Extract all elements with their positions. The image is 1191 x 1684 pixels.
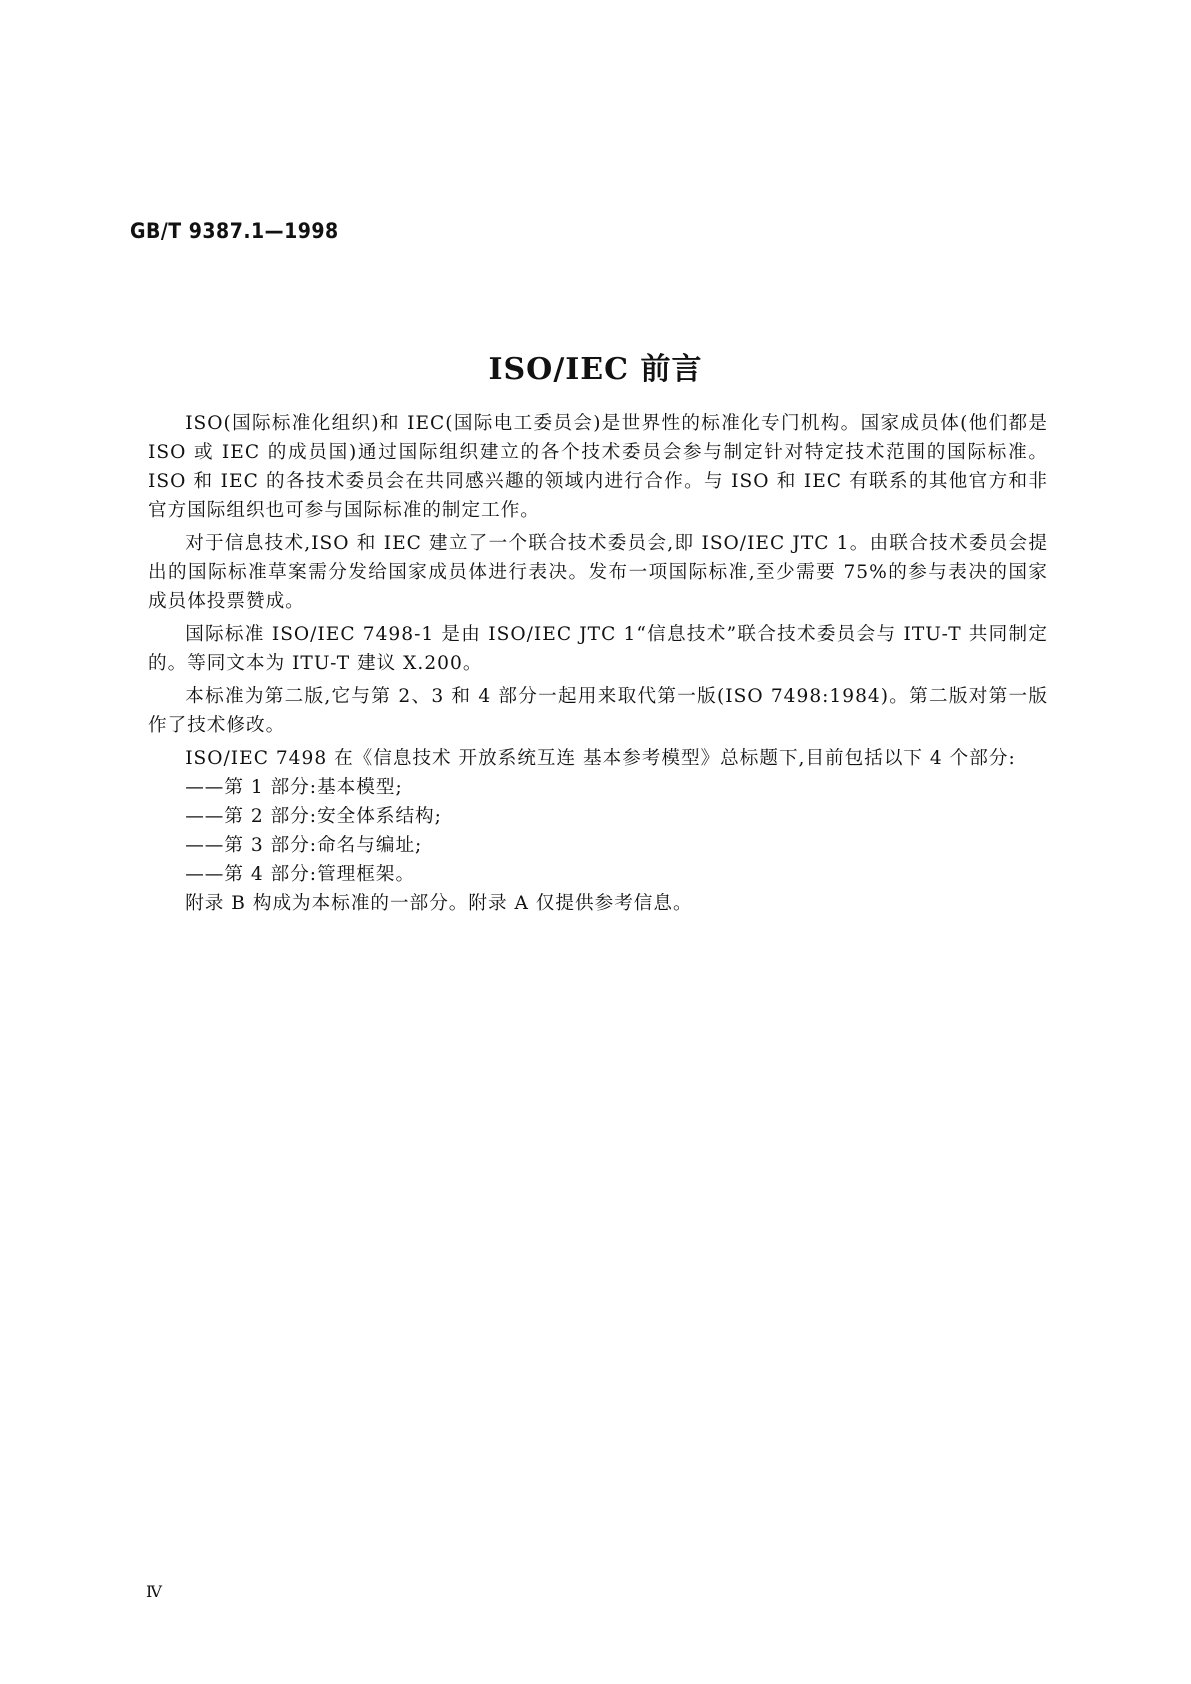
document-number: GB/T 9387.1—1998	[130, 219, 339, 243]
list-item-part-4: ——第 4 部分:管理框架。	[185, 864, 416, 885]
page-number: Ⅳ	[146, 1582, 162, 1601]
list-item-part-1: ——第 1 部分:基本模型;	[185, 777, 403, 798]
list-item-part-2: ——第 2 部分:安全体系结构;	[185, 806, 442, 827]
paragraph-standard-origin: 国际标准 ISO/IEC 7498-1 是由 ISO/IEC JTC 1“信息技术”联合技术委员会与 ITU-T 共同制定的。等同文本为 ITU-T 建议 X.200。	[148, 624, 1048, 674]
paragraph-jtc1: 对于信息技术,ISO 和 IEC 建立了一个联合技术委员会,即 ISO/IEC JTC 1。由联合技术委员会提出的国际标准草案需分发给国家成员体进行表决。发布一项国际标准,至少需要 75%的参与表决的国家成员体投票赞成。	[148, 533, 1048, 612]
paragraph-annex-note: 附录 B 构成为本标准的一部分。附录 A 仅提供参考信息。	[185, 893, 693, 914]
list-item-part-3: ——第 3 部分:命名与编址;	[185, 835, 423, 856]
paragraph-parts-intro: ISO/IEC 7498 在《信息技术 开放系统互连 基本参考模型》总标题下,目前包括以下 4 个部分:	[185, 748, 1016, 769]
foreword-body	[148, 409, 1048, 918]
paragraph-organizations: ISO(国际标准化组织)和 IEC(国际电工委员会)是世界性的标准化专门机构。国家成员体(他们都是 ISO 或 IEC 的成员国)通过国际组织建立的各个技术委员会参与制定针对特定技术范围的国际标准。ISO 和 IEC 的各技术委员会在共同感兴趣的领域内进行合作。与 ISO 和 IEC 有联系的其他官方和非官方国际组织也可参与国际标准的制定工作。	[148, 413, 1048, 521]
paragraph-edition: 本标准为第二版,它与第 2、3 和 4 部分一起用来取代第一版(ISO 7498:1984)。第二版对第一版作了技术修改。	[148, 686, 1048, 736]
page-title: ISO/IEC 前言	[488, 352, 703, 387]
